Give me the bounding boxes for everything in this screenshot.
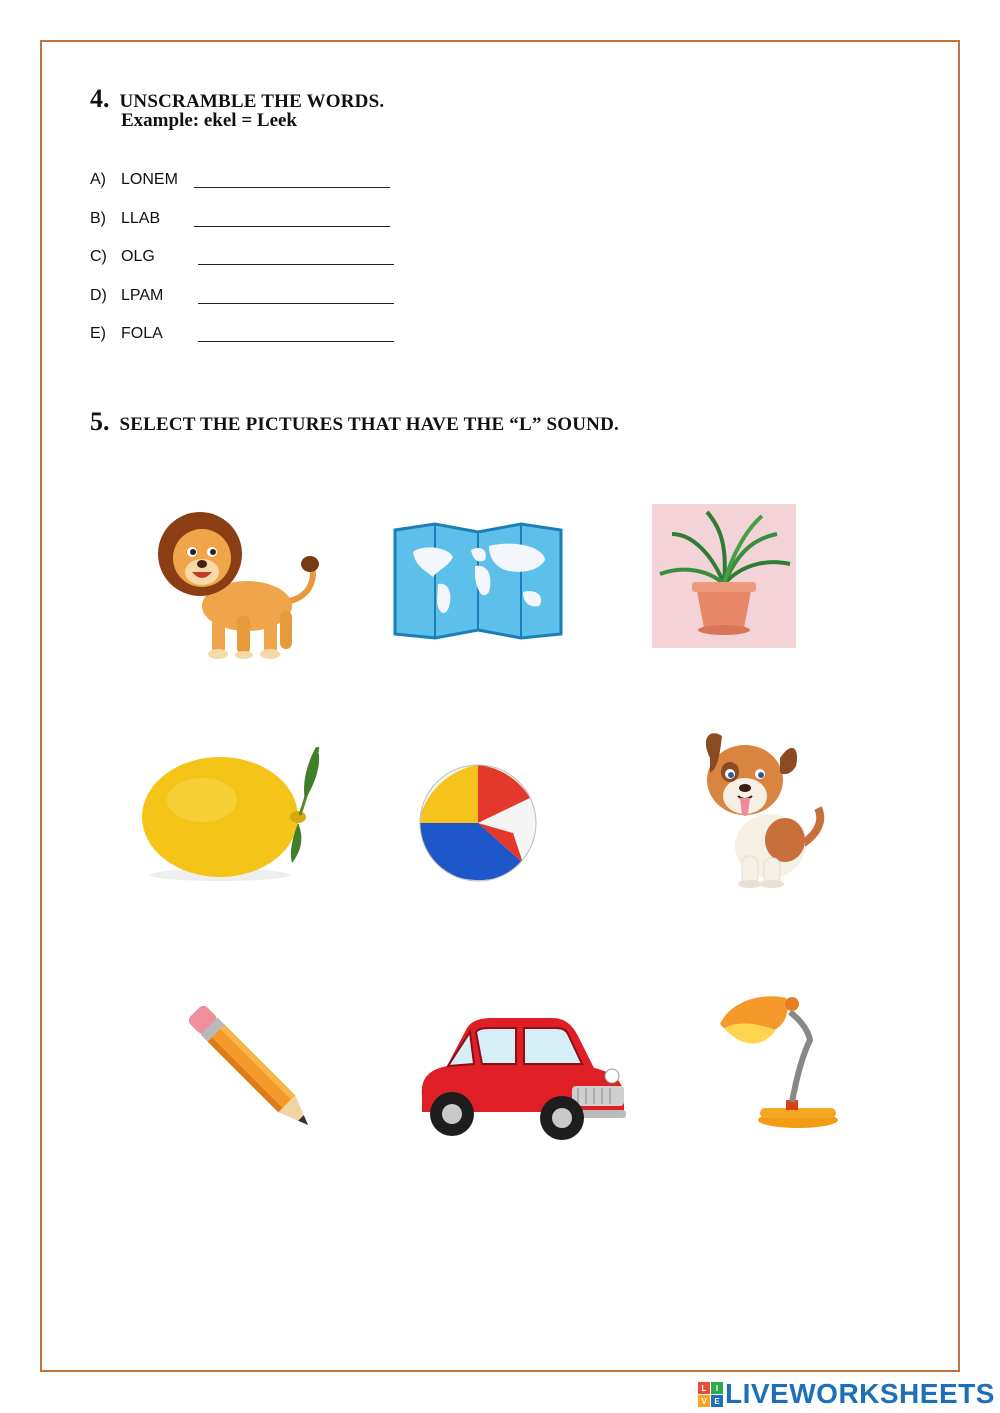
scrambled-word: OLG <box>121 248 155 265</box>
answer-blank[interactable] <box>198 289 394 304</box>
plant-picture[interactable] <box>652 504 796 648</box>
map-picture[interactable] <box>393 522 563 640</box>
ball-icon <box>418 763 538 883</box>
pencil-icon <box>180 1000 330 1145</box>
logo-cell: L <box>698 1382 710 1394</box>
car-picture[interactable] <box>412 1014 628 1142</box>
scrambled-word: FOLA <box>121 325 163 342</box>
answer-blank[interactable] <box>194 173 390 188</box>
car-icon <box>412 1014 628 1142</box>
logo-cell: V <box>698 1395 710 1407</box>
brand-logo-icon <box>698 1382 722 1406</box>
scrambled-word: LONEM <box>121 171 178 188</box>
item-letter: B) <box>90 210 106 227</box>
liveworksheets-brand <box>698 1378 995 1410</box>
page-border <box>40 40 960 1372</box>
logo-cell: I <box>711 1382 723 1394</box>
lion-icon <box>152 506 322 666</box>
question-4-number: 4. <box>90 84 110 113</box>
scrambled-word: LLAB <box>121 210 161 227</box>
question-4-example: Example: ekel = Leek <box>121 110 298 131</box>
item-letter: E) <box>90 325 106 342</box>
item-letter: A) <box>90 171 106 188</box>
plant-icon <box>652 504 796 648</box>
brand-name: LIVEWORKSHEETS <box>725 1378 995 1409</box>
ball-picture[interactable] <box>418 763 538 883</box>
lamp-icon <box>720 990 844 1130</box>
answer-blank[interactable] <box>194 212 390 227</box>
pencil-picture[interactable] <box>180 1000 330 1145</box>
lamp-picture[interactable] <box>720 990 844 1130</box>
answer-blank[interactable] <box>198 250 394 265</box>
question-5-heading <box>90 407 619 437</box>
dog-icon <box>700 728 830 888</box>
scrambled-word: LPAM <box>121 287 164 304</box>
lion-picture[interactable] <box>152 506 322 666</box>
lemon-icon <box>140 745 322 885</box>
item-letter: D) <box>90 287 107 304</box>
item-letter: C) <box>90 248 107 265</box>
dog-picture[interactable] <box>700 728 830 888</box>
question-5-title: SELECT THE PICTURES THAT HAVE THE “L” SOUND. <box>119 414 619 435</box>
question-5-number: 5. <box>90 407 110 436</box>
question-4-title: UNSCRAMBLE THE WORDS. <box>119 91 385 112</box>
logo-cell: E <box>711 1395 723 1407</box>
lemon-picture[interactable] <box>140 745 322 885</box>
answer-blank[interactable] <box>198 327 394 342</box>
map-icon <box>393 522 563 640</box>
